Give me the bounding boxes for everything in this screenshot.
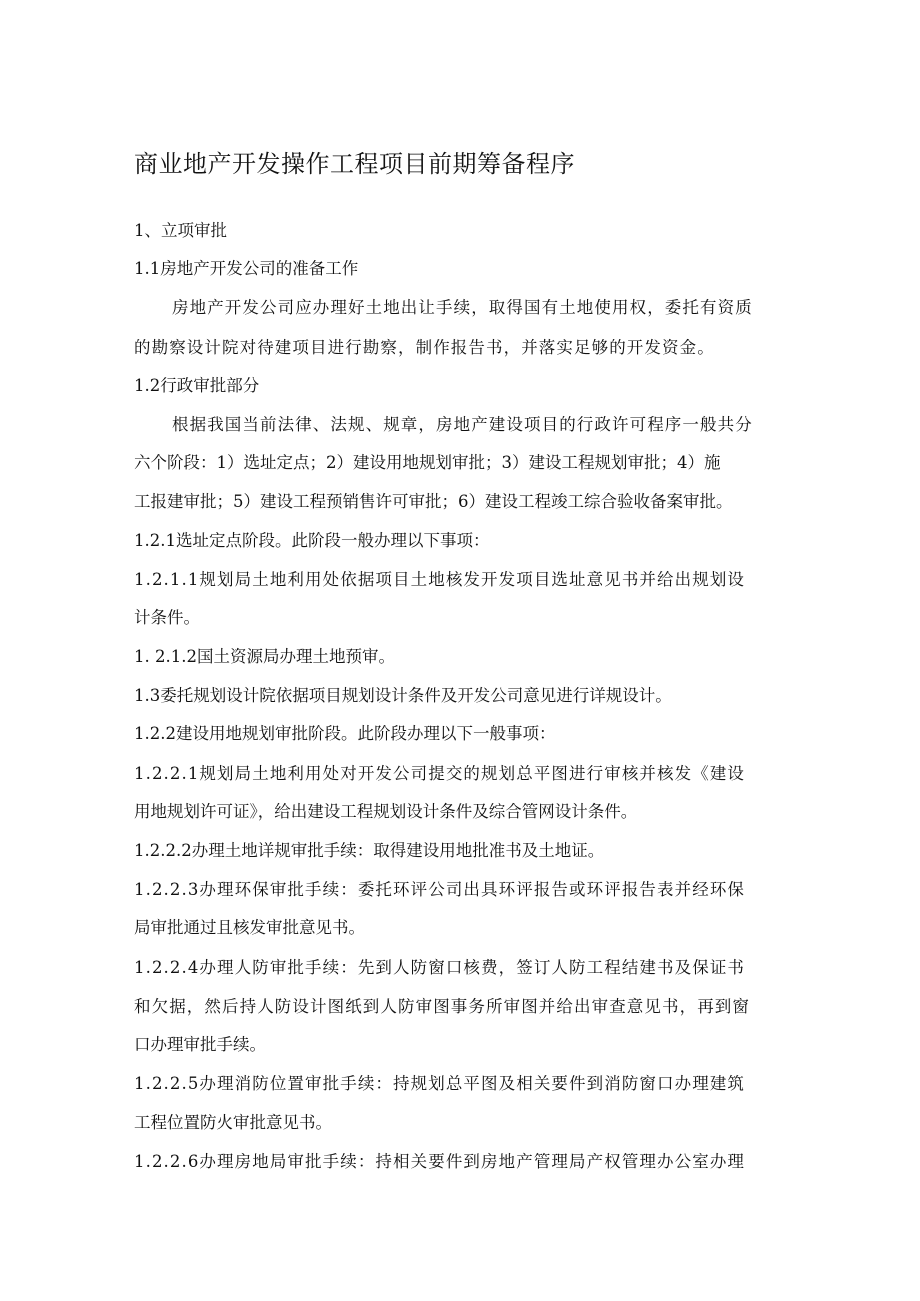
paragraph-line: 根据我国当前法律、法规、规章，房地产建设项目的行政许可程序一般共分 [172, 415, 753, 434]
section-heading: 1、立项审批 [134, 221, 227, 240]
clause-line: 用地规划许可证》，给出建设工程规划设计条件及综合管网设计条件。 [134, 802, 638, 821]
clause-heading: 1.2.1选址定点阶段。此阶段一般办理以下事项： [134, 531, 490, 550]
clause-heading: 1.2.2建设用地规划审批阶段。此阶段办理以下一般事项： [134, 724, 556, 743]
clause-line: 1.2.2.2办理土地详规审批手续：取得建设用地批准书及土地证。 [134, 841, 605, 860]
clause-line: 局审批通过且核发审批意见书。 [134, 918, 365, 937]
clause-line: 计条件。 [134, 608, 200, 627]
paragraph-line: 六个阶段：1）选址定点；2）建设用地规划审批；3）建设工程规划审批；4）施 [134, 453, 721, 472]
subsection-heading: 1.2行政审批部分 [134, 376, 260, 395]
clause-line: 1.2.2.1规划局土地利用处对开发公司提交的规划总平图进行审核并核发《建设 [134, 764, 746, 783]
clause-line: 1. 2.1.2国土资源局办理土地预审。 [134, 647, 395, 666]
paragraph-line: 工报建审批；5）建设工程预销售许可审批；6）建设工程竣工综合验收备案审批。 [134, 492, 733, 511]
paragraph-line: 的勘察设计院对待建项目进行勘察，制作报告书，并落实足够的开发资金。 [134, 338, 715, 357]
clause-line: 工程位置防火审批意见书。 [134, 1113, 332, 1132]
clause-line: 1.2.2.4办理人防审批手续：先到人防窗口核费，签订人防工程结建书及保证书 [134, 958, 746, 977]
clause-line: 1.3委托规划设计院依据项目规划设计条件及开发公司意见进行详规设计。 [134, 686, 672, 705]
clause-line: 1.2.1.1规划局土地利用处依据项目土地核发开发项目选址意见书并给出规划设 [134, 570, 746, 589]
clause-line: 口办理审批手续。 [134, 1035, 266, 1054]
clause-line: 和欠据，然后持人防设计图纸到人防审图事务所审图并给出审查意见书，再到窗 [134, 997, 750, 1016]
paragraph-line: 房地产开发公司应办理好土地出让手续，取得国有土地使用权，委托有资质 [172, 298, 753, 317]
clause-line: 1.2.2.3办理环保审批手续：委托环评公司出具环评报告或环评报告表并经环保 [134, 880, 746, 899]
subsection-heading: 1.1房地产开发公司的准备工作 [134, 259, 359, 278]
clause-line: 1.2.2.6办理房地局审批手续：持相关要件到房地产管理局产权管理办公室办理 [134, 1152, 746, 1171]
document-title: 商业地产开发操作工程项目前期筹备程序 [134, 150, 575, 178]
clause-line: 1.2.2.5办理消防位置审批手续：持规划总平图及相关要件到消防窗口办理建筑 [134, 1074, 746, 1093]
